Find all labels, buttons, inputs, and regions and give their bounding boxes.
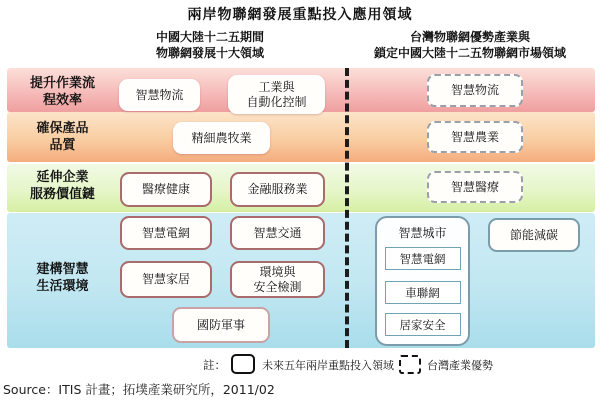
- box-label: 自動化控制: [246, 94, 307, 109]
- solid-box-legend-icon: [231, 354, 255, 374]
- smart-city-item-home-security: 居家安全: [385, 313, 461, 336]
- china-box-industrial-automation: [228, 75, 325, 114]
- row-label-line: 建構智慧: [36, 262, 89, 277]
- row-label-service-value-chain: [10, 169, 115, 203]
- taiwan-box-smart-agriculture: [427, 121, 523, 153]
- row-label-line: 服務價值鏈: [29, 187, 95, 202]
- row-label-line: 提升作業流: [29, 76, 95, 91]
- source-citation: Source：ITIS 計畫；拓墣產業研究所，2011/02: [3, 382, 275, 397]
- china-box-smart-home: [120, 261, 212, 298]
- row-label-line: 延伸企業: [36, 170, 89, 185]
- china-box-smart-grid: [120, 216, 212, 250]
- legend-note-label: 註：: [203, 358, 226, 372]
- china-box-precision-agriculture: [173, 122, 270, 154]
- column-header-taiwan-line1: 台灣物聯網優勢產業與: [409, 30, 530, 44]
- row-label-process-efficiency: [10, 75, 115, 109]
- box-label: 國防軍事: [196, 317, 245, 332]
- box-label: 智慧農業: [450, 129, 499, 144]
- box-label: 安全檢測: [253, 279, 302, 294]
- row-label-line: 品質: [49, 138, 76, 153]
- column-header-taiwan-line2: 鎖定中國大陸十二五物聯網市場領域: [373, 46, 566, 60]
- taiwan-box-smart-medical: [427, 171, 523, 203]
- column-header-china: [110, 29, 310, 61]
- china-box-financial-services: [230, 172, 325, 207]
- dashed-box-legend-icon: [399, 355, 421, 374]
- row-label-smart-living: [10, 261, 115, 295]
- smart-city-item-iov: 車聯網: [385, 281, 461, 304]
- taiwan-box-smart-city: [375, 216, 470, 346]
- china-box-smart-transport: [230, 216, 325, 250]
- china-box-defense-military: [172, 307, 270, 343]
- taiwan-box-smart-logistics: [427, 74, 523, 107]
- box-label: 智慧電網: [141, 225, 190, 240]
- smart-city-item-smart-grid: 智慧電網: [385, 247, 461, 270]
- column-header-china-line1: 中國大陸十二五期間: [155, 30, 264, 44]
- box-label: 智慧醫療: [450, 179, 499, 194]
- box-label: 智慧家居: [141, 272, 190, 286]
- box-label: 醫療健康: [141, 182, 190, 196]
- box-label: 智慧物流: [450, 83, 499, 97]
- box-label: 工業與: [258, 79, 295, 94]
- box-label: 金融服務業: [247, 182, 308, 196]
- china-box-medical-health: [120, 172, 212, 207]
- page-title: 兩岸物聯網發展重點投入應用領域: [187, 7, 413, 23]
- column-header-taiwan: [342, 29, 598, 61]
- box-label: 智慧物流: [135, 87, 184, 102]
- taiwan-box-energy-carbon: [488, 218, 580, 252]
- legend: [0, 352, 600, 378]
- box-label: 節能減碳: [509, 227, 558, 242]
- box-label: 精細農牧業: [191, 130, 252, 145]
- box-label: 環境與: [259, 264, 296, 279]
- smart-city-title: 智慧城市: [398, 226, 447, 240]
- row-label-line: 生活環境: [36, 279, 89, 294]
- legend-solid-label: 未來五年兩岸重點投入領域: [262, 359, 394, 372]
- china-box-environment-safety: [230, 261, 325, 298]
- row-label-line: 程效率: [42, 93, 82, 108]
- china-box-smart-logistics: [119, 79, 200, 111]
- column-divider: [345, 68, 349, 348]
- column-header-china-line2: 物聯網發展十大領域: [155, 46, 264, 60]
- legend-dashed-label: 台灣產業優勢: [427, 359, 493, 372]
- row-label-product-quality: [10, 120, 115, 154]
- box-label: 智慧交通: [253, 225, 302, 240]
- row-label-line: 確保產品: [36, 121, 89, 136]
